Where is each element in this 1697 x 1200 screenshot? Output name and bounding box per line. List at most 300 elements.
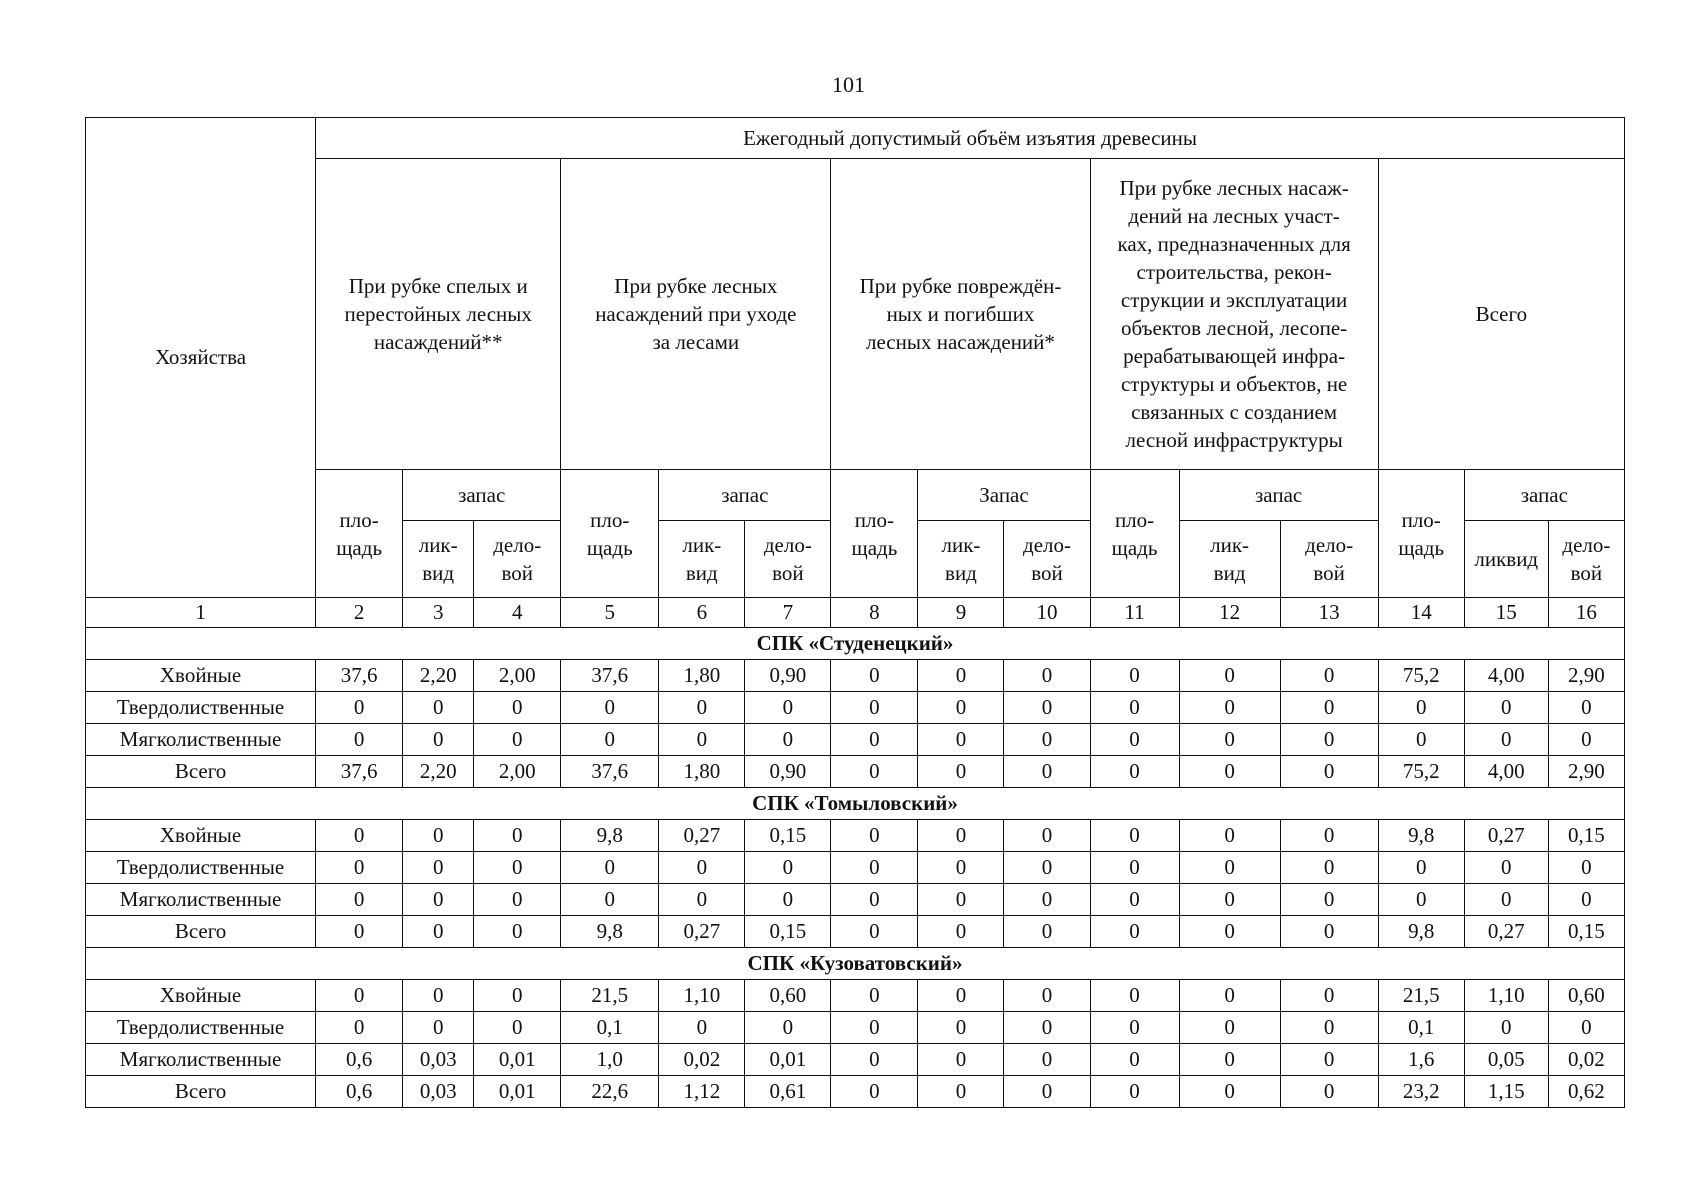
value-cell: 2,20 [403,756,474,788]
value-cell: 9,8 [1378,916,1464,948]
liquid-header-line: лик- [682,533,722,557]
value-cell: 0,1 [1378,1012,1464,1044]
header-row-groups [86,159,1625,470]
liquid-header-line: лик- [418,533,458,557]
value-cell: 0 [316,692,403,724]
value-cell: 0 [1280,660,1378,692]
value-cell: 0 [403,820,474,852]
value-cell: 1,12 [659,1076,745,1108]
row-label: Твердолиственные [86,1012,316,1044]
header-row-title [86,118,1625,159]
value-cell: 0 [1548,884,1624,916]
value-cell: 0 [1548,724,1624,756]
value-cell: 0 [403,884,474,916]
section-title: СПК «Кузоватовский» [86,948,1625,980]
value-cell: 0 [1004,820,1090,852]
business-header-line: вой [1313,561,1345,585]
value-cell: 0,60 [745,980,831,1012]
table-row [86,724,1625,756]
value-cell: 0 [831,692,918,724]
value-cell: 0,03 [403,1044,474,1076]
value-cell: 0 [659,692,745,724]
value-cell: 0 [659,1012,745,1044]
value-cell: 4,00 [1464,660,1548,692]
value-cell: 0 [403,1012,474,1044]
value-cell: 0 [316,852,403,884]
column-number: 6 [659,598,745,628]
table-row [86,980,1625,1012]
business-header [1280,521,1378,598]
table-row [86,1012,1625,1044]
value-cell: 0 [316,724,403,756]
column-number: 9 [918,598,1004,628]
business-header [1548,521,1624,598]
value-cell: 0 [1280,1044,1378,1076]
value-cell: 0 [1004,884,1090,916]
liquid-header-line: вид [1213,561,1246,585]
area-header [316,470,403,598]
value-cell: 9,8 [1378,820,1464,852]
group-header-line: связанных с созданием [1131,400,1338,424]
business-header [1004,521,1090,598]
value-cell: 1,80 [659,756,745,788]
row-label: Твердолиственные [86,692,316,724]
value-cell: 23,2 [1378,1076,1464,1108]
value-cell: 0,03 [403,1076,474,1108]
value-cell: 0 [1179,916,1280,948]
value-cell: 0,05 [1464,1044,1548,1076]
value-cell: 0 [1280,852,1378,884]
value-cell: 0 [561,884,659,916]
value-cell: 0,61 [745,1076,831,1108]
group-header [831,159,1090,470]
value-cell: 0 [1004,1012,1090,1044]
value-cell: 0,1 [561,1012,659,1044]
value-cell: 0 [918,852,1004,884]
value-cell: 0 [918,1012,1004,1044]
business-header-line: дело- [1305,533,1354,557]
value-cell: 0 [1004,756,1090,788]
group-header-line: структуры и объектов, не [1120,372,1348,396]
value-cell: 0 [918,660,1004,692]
group-header [316,159,561,470]
row-label: Всего [86,1076,316,1108]
value-cell: 0 [1179,852,1280,884]
group-header-line: струкции и эксплуатации [1120,288,1348,312]
value-cell: 9,8 [561,916,659,948]
area-header-line: пло- [1401,507,1441,532]
zapas-header: Запас [918,470,1090,521]
liquid-header [1179,521,1280,598]
row-label: Всего [86,756,316,788]
column-number: 13 [1280,598,1378,628]
group-header-line: ных и погибших [886,302,1035,326]
value-cell: 0 [831,884,918,916]
group-header-line: При рубке лесных [614,274,778,298]
value-cell: 0 [1090,1044,1179,1076]
value-cell: 1,6 [1378,1044,1464,1076]
value-cell: 0 [1090,852,1179,884]
value-cell: 0 [1179,884,1280,916]
value-cell: 0 [918,1076,1004,1108]
value-cell: 0 [1090,1012,1179,1044]
value-cell: 0 [1280,724,1378,756]
value-cell: 0 [1464,1012,1548,1044]
value-cell: 0 [561,724,659,756]
value-cell: 0 [1090,980,1179,1012]
group-header-line: за лесами [652,330,740,354]
value-cell: 0 [1378,692,1464,724]
value-cell: 1,0 [561,1044,659,1076]
column-number: 2 [316,598,403,628]
column-number: 15 [1464,598,1548,628]
value-cell: 0,90 [745,756,831,788]
value-cell: 0 [745,692,831,724]
value-cell: 0 [403,980,474,1012]
value-cell: 0 [1378,852,1464,884]
column-number: 1 [86,598,316,628]
value-cell: 0 [403,724,474,756]
column-number: 5 [561,598,659,628]
liquid-header-line: вид [945,561,977,585]
group-header-line: При рубке спелых и [348,274,528,298]
group-header-line: Всего [1475,302,1528,326]
column-number: 4 [474,598,561,628]
value-cell: 0 [1179,692,1280,724]
area-header-line: щадь [586,535,633,560]
value-cell: 0 [561,852,659,884]
area-header-line: пло- [1114,507,1155,532]
value-cell: 0 [745,1012,831,1044]
table-row [86,852,1625,884]
business-header-line: дело- [493,533,542,557]
value-cell: 0 [474,820,561,852]
value-cell: 0 [918,884,1004,916]
value-cell: 0 [831,980,918,1012]
liquid-header [403,521,474,598]
area-header [1090,470,1179,598]
value-cell: 0,01 [474,1076,561,1108]
value-cell: 0 [1004,1044,1090,1076]
value-cell: 0 [831,916,918,948]
value-cell: 1,10 [1464,980,1548,1012]
business-header-line: вой [501,561,533,585]
value-cell: 0 [745,852,831,884]
value-cell: 0 [918,756,1004,788]
value-cell: 0,15 [745,916,831,948]
business-header [474,521,561,598]
value-cell: 0,6 [316,1044,403,1076]
value-cell: 0 [831,820,918,852]
value-cell: 0 [1090,1076,1179,1108]
group-header-line: строительства, рекон- [1136,260,1332,284]
value-cell: 0,15 [1548,916,1624,948]
group-header [561,159,831,470]
area-header-line: щадь [1398,535,1445,560]
zapas-header: запас [403,470,561,521]
value-cell: 0 [1280,1012,1378,1044]
value-cell: 2,00 [474,660,561,692]
group-header-line: насаждений** [373,330,503,354]
column-number: 3 [403,598,474,628]
group-header-line: насаждений при уходе [595,302,797,326]
zapas-header: запас [1464,470,1624,521]
area-header-line: пло- [854,507,895,532]
value-cell: 0,01 [474,1044,561,1076]
group-header-line: объектов лесной, лесопе- [1121,316,1348,340]
value-cell: 0 [1378,724,1464,756]
value-cell: 0 [1464,724,1548,756]
value-cell: 0 [1004,724,1090,756]
value-cell: 0 [659,724,745,756]
area-header-line: щадь [336,535,383,560]
value-cell: 0 [403,916,474,948]
value-cell: 0,27 [659,916,745,948]
value-cell: 37,6 [561,660,659,692]
value-cell: 0 [316,884,403,916]
group-header-line: рерабатывающей инфра- [1123,344,1346,368]
value-cell: 0 [474,1012,561,1044]
row-label: Мягколиственные [86,724,316,756]
value-cell: 0 [831,660,918,692]
group-header-line: лесных насаждений* [865,330,1055,354]
value-cell: 0 [918,692,1004,724]
page-number: 101 [832,72,865,97]
value-cell: 1,10 [659,980,745,1012]
column-number: 12 [1179,598,1280,628]
value-cell: 0 [831,756,918,788]
value-cell: 2,20 [403,660,474,692]
value-cell: 0 [745,724,831,756]
table-row [86,660,1625,692]
value-cell: 0 [1280,1076,1378,1108]
area-header [1378,470,1464,598]
value-cell: 0 [1090,724,1179,756]
group-header [1090,159,1378,470]
value-cell: 0 [1090,660,1179,692]
row-label: Хвойные [86,980,316,1012]
header-row-zapas [86,470,1625,521]
value-cell: 0 [1378,884,1464,916]
value-cell: 22,6 [561,1076,659,1108]
value-cell: 0 [1090,820,1179,852]
value-cell: 1,80 [659,660,745,692]
value-cell: 0 [403,692,474,724]
column-number: 11 [1090,598,1179,628]
value-cell: 0,27 [1464,916,1548,948]
value-cell: 0 [1090,756,1179,788]
header-row-label: Хозяйства [86,118,316,598]
value-cell: 0 [1280,756,1378,788]
value-cell: 2,00 [474,756,561,788]
group-header-line: При рубке повреждён- [859,274,1062,298]
value-cell: 0 [1004,660,1090,692]
value-cell: 0 [918,980,1004,1012]
row-label: Хвойные [86,660,316,692]
value-cell: 21,5 [561,980,659,1012]
value-cell: 0 [918,820,1004,852]
value-cell: 0 [1090,884,1179,916]
row-label: Всего [86,916,316,948]
group-header-line: При рубке лесных насаж- [1119,176,1349,200]
value-cell: 0 [831,724,918,756]
value-cell: 0,27 [1464,820,1548,852]
row-label: Мягколиственные [86,1044,316,1076]
value-cell: 0 [1280,820,1378,852]
value-cell: 2,90 [1548,756,1624,788]
value-cell: 0 [1464,884,1548,916]
liquid-header [1464,521,1548,598]
value-cell: 0,6 [316,1076,403,1108]
value-cell: 0 [1280,916,1378,948]
value-cell: 0 [1280,884,1378,916]
column-number: 8 [831,598,918,628]
value-cell: 4,00 [1464,756,1548,788]
section-row [86,788,1625,820]
value-cell: 0 [474,980,561,1012]
value-cell: 0,15 [745,820,831,852]
value-cell: 0 [1280,692,1378,724]
group-header-line: дений на лесных участ- [1128,204,1340,228]
liquid-header-line: вид [685,561,718,585]
table-row [86,916,1625,948]
value-cell: 0 [831,1012,918,1044]
value-cell: 0 [1090,916,1179,948]
business-header-line: вой [772,561,804,585]
row-label: Твердолиственные [86,852,316,884]
column-numbers-row [86,598,1625,628]
table-row [86,884,1625,916]
value-cell: 75,2 [1378,756,1464,788]
value-cell: 0 [316,980,403,1012]
business-header-line: вой [1031,561,1063,585]
area-header-line: щадь [1111,535,1158,560]
column-number: 10 [1004,598,1090,628]
liquid-header-line: лик- [1210,533,1250,557]
table-row [86,756,1625,788]
column-number: 16 [1548,598,1624,628]
value-cell: 0 [831,852,918,884]
table-row [86,1076,1625,1108]
liquid-header-line: ликвид [1474,547,1539,571]
value-cell: 0 [1179,1076,1280,1108]
value-cell: 0 [831,1076,918,1108]
liquid-header [918,521,1004,598]
value-cell: 0 [918,724,1004,756]
zapas-header: запас [1179,470,1378,521]
value-cell: 21,5 [1378,980,1464,1012]
area-header [831,470,918,598]
value-cell: 0 [474,884,561,916]
section-title: СПК «Томыловский» [86,788,1625,820]
value-cell: 0 [918,916,1004,948]
value-cell: 0 [1004,916,1090,948]
section-title: СПК «Студенецкий» [86,628,1625,660]
value-cell: 0,27 [659,820,745,852]
value-cell: 75,2 [1378,660,1464,692]
group-header-line: перестойных лесных [344,302,532,326]
area-header [561,470,659,598]
area-header-line: пло- [590,507,630,532]
value-cell: 0 [316,820,403,852]
value-cell: 0 [1179,724,1280,756]
value-cell: 0,15 [1548,820,1624,852]
row-label: Мягколиственные [86,884,316,916]
column-number: 14 [1378,598,1464,628]
value-cell: 0,02 [659,1044,745,1076]
group-header [1378,159,1624,470]
value-cell: 37,6 [561,756,659,788]
value-cell: 0 [1548,1012,1624,1044]
business-header-line: дело- [763,533,812,557]
value-cell: 0,90 [745,660,831,692]
header-title: Ежегодный допустимый объём изъятия древесины [316,118,1625,159]
value-cell: 0 [831,1044,918,1076]
timber-volume-table [85,117,1625,1108]
group-header-line: лесной инфраструктуры [1125,428,1343,452]
value-cell: 0 [316,916,403,948]
value-cell: 0 [1179,756,1280,788]
section-row [86,628,1625,660]
group-header-line: ках, предназначенных для [1117,232,1351,256]
value-cell: 0 [316,1012,403,1044]
value-cell: 0 [745,884,831,916]
business-header-line: вой [1570,561,1603,585]
value-cell: 9,8 [561,820,659,852]
business-header-line: дело- [1562,533,1611,557]
liquid-header-line: вид [422,561,455,585]
value-cell: 0,02 [1548,1044,1624,1076]
value-cell: 1,15 [1464,1076,1548,1108]
column-number: 7 [745,598,831,628]
table-row [86,692,1625,724]
value-cell: 0 [1179,980,1280,1012]
value-cell: 2,90 [1548,660,1624,692]
value-cell: 37,6 [316,756,403,788]
value-cell: 0 [474,692,561,724]
table-row [86,820,1625,852]
value-cell: 0 [1004,692,1090,724]
value-cell: 0 [1004,980,1090,1012]
value-cell: 0 [1464,852,1548,884]
value-cell: 0 [1548,692,1624,724]
value-cell: 0 [918,1044,1004,1076]
row-label: Хвойные [86,820,316,852]
value-cell: 0 [1464,692,1548,724]
value-cell: 0 [1179,820,1280,852]
value-cell: 0 [1179,1044,1280,1076]
area-header-line: пло- [339,507,379,532]
value-cell: 0 [474,852,561,884]
value-cell: 0 [474,916,561,948]
value-cell: 0 [1280,980,1378,1012]
business-header-line: дело- [1023,533,1071,557]
table-row [86,1044,1625,1076]
liquid-header [659,521,745,598]
value-cell: 0 [659,852,745,884]
value-cell: 0,62 [1548,1076,1624,1108]
value-cell: 0 [1548,852,1624,884]
value-cell: 0 [1179,1012,1280,1044]
value-cell: 0 [659,884,745,916]
area-header-line: щадь [851,535,898,560]
value-cell: 0 [403,852,474,884]
value-cell: 0 [1004,1076,1090,1108]
value-cell: 37,6 [316,660,403,692]
business-header [745,521,831,598]
value-cell: 0 [1090,692,1179,724]
zapas-header: запас [659,470,831,521]
